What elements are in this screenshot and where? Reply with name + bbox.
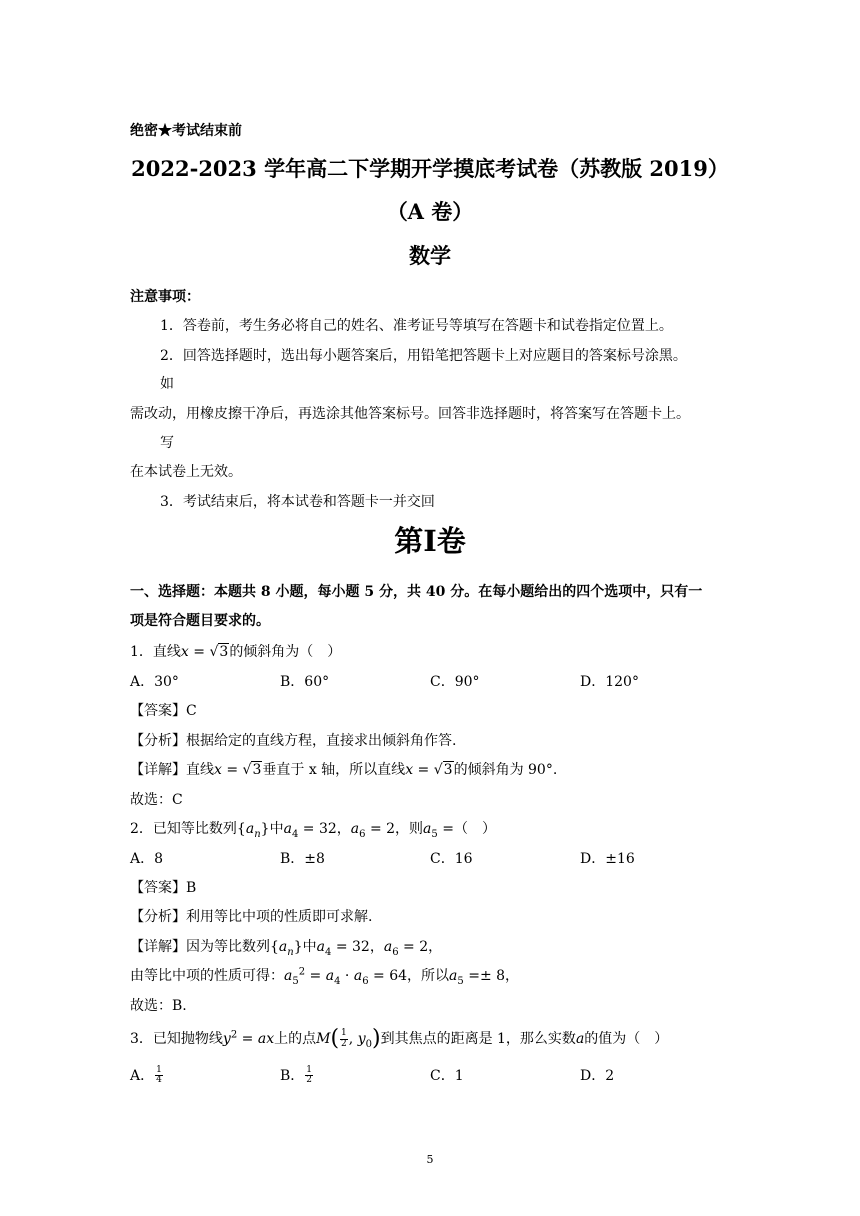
q1-answer: 【答案】C <box>130 703 197 719</box>
q2-option-b: B．±8 <box>280 851 325 867</box>
question-3: 3．已知抛物线$y^2$ = ax上的点M( $\frac{1}{2}$ , $y_0$)到其焦点的距离是 1，那么实数a的值为（ ） <box>130 1026 669 1051</box>
q3-option-a: A． $\frac{1}{4}$ <box>130 1065 162 1086</box>
q1-equation: x <box>180 644 189 660</box>
q2-derive-prefix: 由等比中项的性质可得： <box>130 968 284 984</box>
q2-derive-mid: ，所以 <box>407 968 450 984</box>
secret-label: 绝密★考试结束前 <box>130 123 242 139</box>
q1-prefix: 1．直线 <box>130 644 181 660</box>
q3-option-b-label: B． <box>280 1067 305 1084</box>
q3-prefix: 3．已知抛物线 <box>130 1031 223 1047</box>
q1-suffix: 的倾斜角为（ ） <box>229 644 342 660</box>
q2-mid2: ， <box>336 821 351 837</box>
note-item-2d: 写 <box>160 435 174 451</box>
q1-option-a: A．30° <box>130 674 179 690</box>
question-1: 1．直线x = √3的倾斜角为（ ） <box>130 644 342 660</box>
q2-choice: 故选：B. <box>130 998 187 1014</box>
q3-option-d: D．2 <box>580 1068 615 1084</box>
sqrt-symbol: √3 <box>209 644 229 660</box>
q2-answer: 【答案】B <box>130 880 197 896</box>
q1-detail: 【详解】直线x = √3垂直于 x 轴，所以直线x = √3的倾斜角为 90°. <box>130 762 558 778</box>
exam-volume: （A 卷） <box>386 199 474 224</box>
q1-detail-prefix: 【详解】直线 <box>130 762 214 778</box>
q1-choice: 故选：C <box>130 792 183 808</box>
note-item-2c: 需改动，用橡皮擦干净后，再选涂其他答案标号。回答非选择题时，将答案写在答题卡上。 <box>130 406 690 422</box>
note-item-2e: 在本试卷上无效。 <box>130 464 242 480</box>
section-heading-line1: 一、选择题：本题共 8 小题，每小题 5 分，共 40 分。在每小题给出的四个选项中，只有一 <box>130 584 703 600</box>
subject-title: 数学 <box>409 243 451 268</box>
q2-option-a: A．8 <box>130 851 164 867</box>
q2-mid3: ，则 <box>395 821 424 837</box>
note-item-2b: 如 <box>160 376 174 392</box>
q2-derivation: 由等比中项的性质可得：$a_5^2 = a_4 \cdot a_6 = 64$，所以$a_5 =\pm 8$， <box>130 966 520 987</box>
q1-detail-suffix: 的倾斜角为 90°. <box>453 762 558 778</box>
q3-option-c: C．1 <box>430 1068 464 1084</box>
q2-detail-prefix: 【详解】因为等比数列 <box>130 939 270 955</box>
note-item-1: 1．答卷前，考生务必将自己的姓名、准考证号等填写在答题卡和试卷指定位置上。 <box>160 318 673 334</box>
q2-prefix: 2．已知等比数列 <box>130 821 237 837</box>
q3-suffix: 的值为（ ） <box>584 1031 669 1047</box>
volume-title: 第I卷 <box>394 524 466 558</box>
note-item-3: 3．考试结束后，将本试卷和答题卡一并交回 <box>160 494 435 510</box>
q2-option-c: C．16 <box>430 851 473 867</box>
q2-detail-suffix: ， <box>428 939 443 955</box>
q2-analysis: 【分析】利用等比中项的性质即可求解. <box>130 909 373 925</box>
note-item-2a: 2．回答选择题时，选出每小题答案后，用铅笔把答题卡上对应题目的答案标号涂黑。 <box>160 348 687 364</box>
question-2: 2．已知等比数列$\{a_n\}$中$a_4 = 32$，$a_6 = 2$，则$a_5$ =（ ） <box>130 821 496 840</box>
q2-option-d: D．±16 <box>580 851 635 867</box>
q1-option-c: C．90° <box>430 674 480 690</box>
q1-analysis: 【分析】根据给定的直线方程，直接求出倾斜角作答. <box>130 733 457 749</box>
q1-option-b: B．60° <box>280 674 330 690</box>
section-heading-line2: 项是符合题目要求的。 <box>130 613 270 629</box>
q1-detail-mid: 垂直于 x 轴，所以直线 <box>262 762 406 778</box>
q2-derive-suffix: ， <box>505 968 520 984</box>
q2-detail-mid1: 中 <box>302 939 317 955</box>
exam-title: 2022-2023 学年高二下学期开学摸底考试卷（苏教版 2019） <box>131 156 729 181</box>
q3-mid1: 上的点 <box>274 1031 317 1047</box>
q2-suffix: （ ） <box>453 821 496 837</box>
q1-option-d: D．120° <box>580 674 639 690</box>
q3-option-b: B． $\frac{1}{2}$ <box>280 1065 313 1086</box>
page-number: 5 <box>426 1153 434 1166</box>
q2-mid1: 中 <box>269 821 284 837</box>
q3-mid2: 到其焦点的距离是 1，那么实数 <box>380 1031 576 1047</box>
q2-detail-mid2: ， <box>369 939 384 955</box>
notes-heading: 注意事项： <box>130 289 200 305</box>
q3-option-a-label: A． <box>130 1067 155 1084</box>
q2-detail: 【详解】因为等比数列$\{a_n\}$中$a_4 = 32$，$a_6 = 2$， <box>130 939 443 958</box>
